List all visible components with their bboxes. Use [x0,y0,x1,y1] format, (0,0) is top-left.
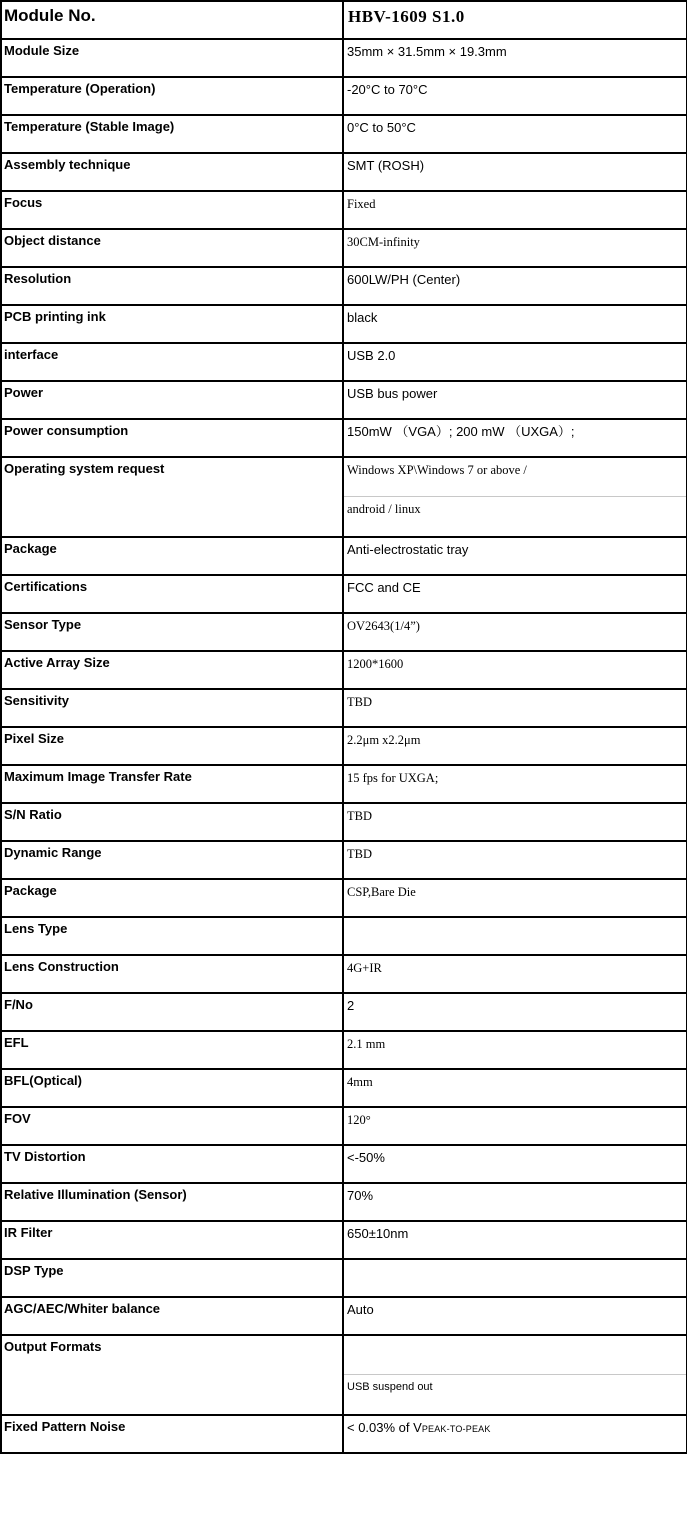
row-value: black [347,310,378,325]
row-label: Relative Illumination (Sensor) [4,1187,187,1202]
table-row [1,1297,687,1335]
table-row [1,993,687,1031]
row-value: 2 [347,998,355,1013]
row-value: 4G+IR [347,961,382,975]
table-row [1,1183,687,1221]
row-label: Sensor Type [4,617,82,632]
table-row [1,419,687,457]
row-label: interface [4,347,59,362]
table-row [1,575,687,613]
table-row [1,917,687,955]
table-row [1,613,687,651]
row-label: Active Array Size [4,655,110,670]
table-row [1,651,687,689]
row-value: TBD [347,847,372,861]
row-label: Fixed Pattern Noise [4,1419,126,1434]
row-label: Module Size [4,43,80,58]
row-label: Lens Construction [4,959,119,974]
table-row [1,457,687,537]
row-label: Lens Type [4,921,68,936]
table-row [1,1335,687,1415]
row-label: Temperature (Stable Image) [4,119,175,134]
row-label: Sensitivity [4,693,70,708]
row-value: Auto [347,1302,374,1317]
fpn-value-subscript: PEAK-TO-PEAK [421,1424,491,1434]
row-label: S/N Ratio [4,807,62,822]
row-label: TV Distortion [4,1149,86,1164]
table-row [1,1069,687,1107]
row-label: F/No [4,997,33,1012]
row-value: -20°C to 70°C [347,82,428,97]
row-value: TBD [347,695,372,709]
row-value: CSP,Bare Die [347,885,416,899]
row-label: AGC/AEC/Whiter balance [4,1301,161,1316]
table-row [1,1415,687,1453]
row-label: Pixel Size [4,731,64,746]
row-value: 650±10nm [347,1226,409,1241]
row-value: 15 fps for UXGA; [347,771,439,785]
table-row [1,267,687,305]
row-value: 70% [347,1188,374,1203]
table-row [1,1,687,39]
row-label: PCB printing ink [4,309,106,324]
row-label: Certifications [4,579,88,594]
row-label: Power consumption [4,423,129,438]
row-label: IR Filter [4,1225,53,1240]
os-line-1: Windows XP\Windows 7 or above / [347,463,527,477]
row-label: Dynamic Range [4,845,102,860]
split-cell [344,1336,686,1414]
row-label: EFL [4,1035,29,1050]
table-row [1,39,687,77]
row-value: 1200*1600 [347,657,404,671]
row-value: 35mm × 31.5mm × 19.3mm [347,44,507,59]
row-value: 150mW （VGA）; 200 mW （UXGA）; [347,424,575,439]
row-label: Package [4,883,57,898]
row-label: Resolution [4,271,72,286]
row-value: Fixed [347,197,376,211]
row-value [344,1416,686,1437]
fpn-value-prefix: < 0.03% of V [347,1420,422,1435]
row-label: BFL(Optical) [4,1073,82,1088]
row-label: Output Formats [4,1339,102,1354]
table-row [1,689,687,727]
row-label: Operating system request [4,461,165,476]
table-row [1,1107,687,1145]
row-value: 2.2μm x2.2μm [347,733,421,747]
table-row [1,1031,687,1069]
row-value: USB bus power [347,386,438,401]
row-label: Focus [4,195,43,210]
table-row [1,879,687,917]
row-label: Assembly technique [4,157,131,172]
row-value: 600LW/PH (Center) [347,272,461,287]
row-value: 2.1 mm [347,1037,386,1051]
row-value: 4mm [347,1075,373,1089]
table-row [1,803,687,841]
row-value: <-50% [347,1150,385,1165]
output-line-2: USB suspend out [347,1381,433,1393]
row-value: USB 2.0 [347,348,396,363]
row-label: FOV [4,1111,31,1126]
table-row [1,1259,687,1297]
row-value: 30CM-infinity [347,235,420,249]
row-value [344,918,686,922]
table-row [1,955,687,993]
value-cell [343,1,687,39]
module-no-value: HBV-1609 S1.0 [348,7,465,26]
row-value: 0°C to 50°C [347,120,416,135]
table-row [1,229,687,267]
row-value: Anti-electrostatic tray [347,542,469,557]
row-value: OV2643(1/4”) [347,619,420,633]
split-cell [344,458,686,536]
row-value: FCC and CE [347,580,421,595]
row-value: TBD [347,809,372,823]
output-line-1 [344,1336,686,1340]
table-row [1,305,687,343]
row-label: Object distance [4,233,101,248]
table-row [1,115,687,153]
row-label: Package [4,541,57,556]
table-row [1,153,687,191]
row-label: Power [4,385,44,400]
table-row [1,77,687,115]
label-cell [1,1,343,39]
table-row [1,381,687,419]
table-row [1,343,687,381]
table-row [1,841,687,879]
row-label: DSP Type [4,1263,64,1278]
table-row [1,191,687,229]
os-line-2: android / linux [347,502,421,516]
table-row [1,1221,687,1259]
table-row [1,765,687,803]
row-value: SMT (ROSH) [347,158,425,173]
table-row [1,537,687,575]
table-row [1,727,687,765]
module-no-label: Module No. [4,6,96,25]
table-row [1,1145,687,1183]
row-value: 120° [347,1113,371,1127]
row-label: Maximum Image Transfer Rate [4,769,192,784]
row-label: Temperature (Operation) [4,81,156,96]
row-value [344,1260,686,1264]
